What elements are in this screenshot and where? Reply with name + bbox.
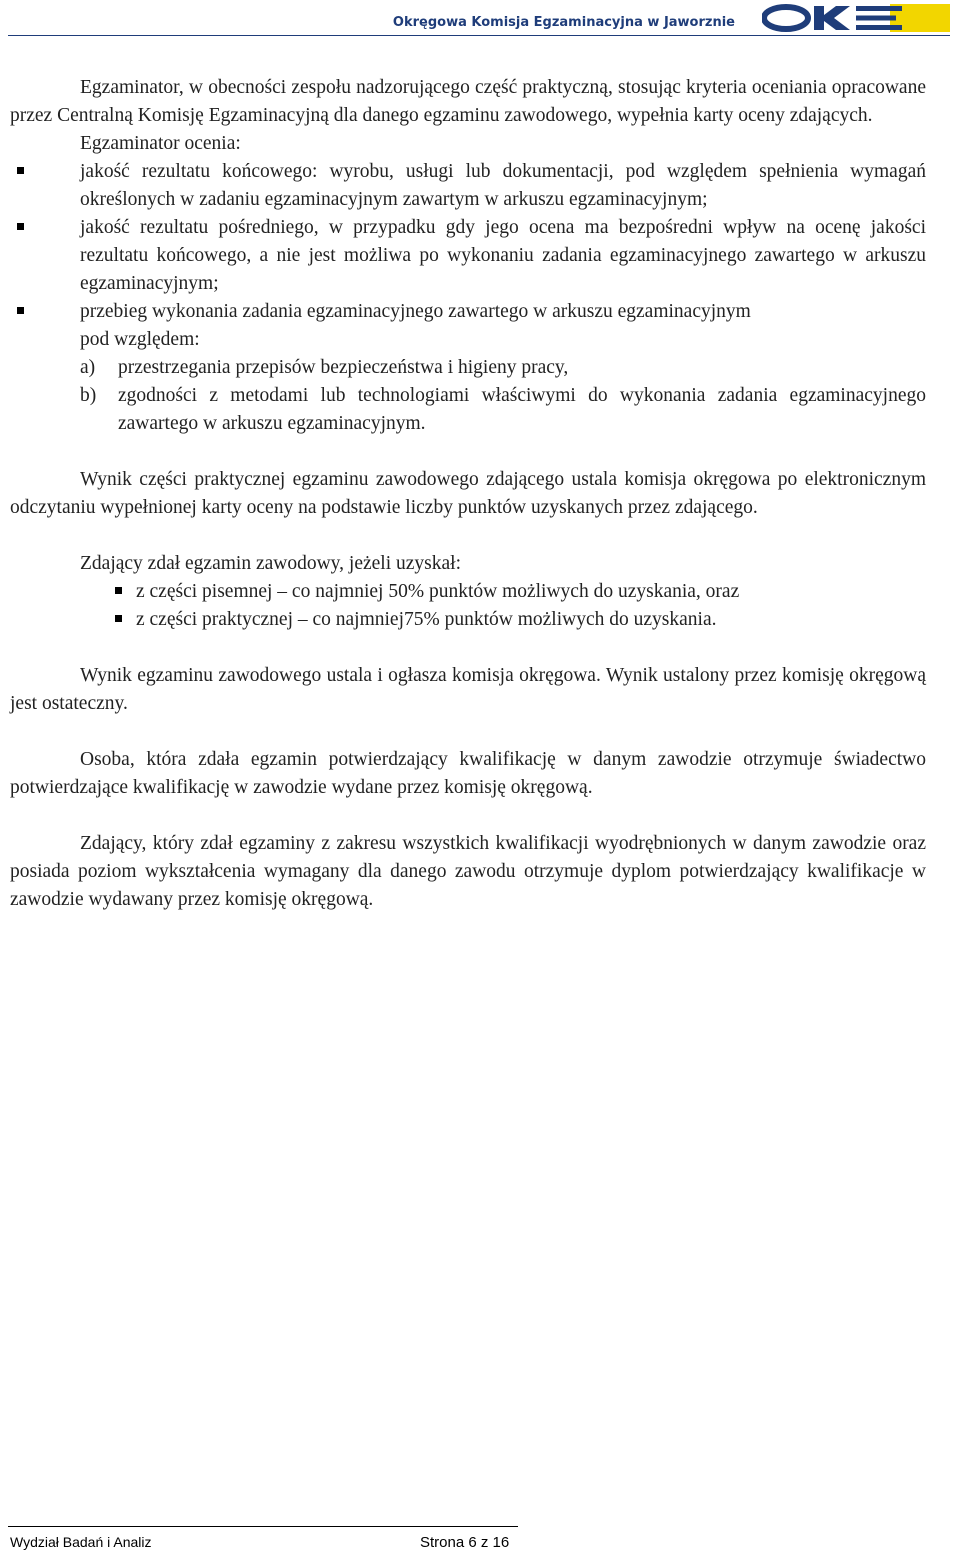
paragraph-examiner: Egzaminator, w obecności zespołu nadzorującego część praktyczną, stosując kryteria oceniania opracowane przez Centralną Komisję Egzaminacyjną dla danego egzaminu zawodowego, wypełnia karty oceny zdających. <box>10 77 926 126</box>
list-item: jakość rezultatu pośredniego, w przypadku gdy jego ocena ma bezpośredni wpływ na ocenę jakości rezultatu końcowego, a nie jest możliwa po wykonaniu zadania egzaminacyjnego zawartego w arkuszu egzaminacyjnym; <box>80 214 926 298</box>
list-item-tail: pod względem: <box>80 329 200 350</box>
list-item: a) przestrzegania przepisów bezpieczeństwa i higieny pracy, <box>118 354 926 382</box>
paragraph-practical-result: Wynik części praktycznej egzaminu zawodowego zdającego ustala komisja okręgowa po elektronicznym odczytaniu wypełnionej karty oceny na podstawie liczby punktów uzyskanych przez zdającego. <box>10 469 926 518</box>
pass-requirements-list <box>10 578 926 634</box>
list-item: b) zgodności z metodami lub technologiami właściwymi do wykonania zadania egzaminacyjnego zawartego w arkuszu egzaminacyjnym. <box>118 382 926 438</box>
list-item: jakość rezultatu końcowego: wyrobu, usługi lub dokumentacji, pod względem spełnienia wymagań określonych w zadaniu egzaminacyjnym zawartym w arkuszu egzaminacyjnym; <box>80 158 926 214</box>
footer-department: Wydział Badań i Analiz <box>10 1534 152 1550</box>
document-body <box>10 74 926 914</box>
list-item: z części praktycznej – co najmniej75% punktów możliwych do uzyskania. <box>136 606 926 634</box>
paragraph-certificate: Osoba, która zdała egzamin potwierdzający kwalifikację w danym zawodzie otrzymuje świadectwo potwierdzające kwalifikację w zawodzie wydane przez komisję okręgową. <box>10 749 926 798</box>
header-divider <box>8 35 950 36</box>
list-marker: b) <box>80 385 97 406</box>
oke-logo <box>762 4 950 32</box>
paragraph-pass-condition: Zdający zdał egzamin zawodowy, jeżeli uzyskał: <box>80 553 461 574</box>
paragraph-examiner-evaluates: Egzaminator ocenia: <box>80 133 241 154</box>
page-header <box>0 0 960 40</box>
header-title: Okręgowa Komisja Egzaminacyjna w Jaworznie <box>392 15 735 30</box>
paragraph-final-result: Wynik egzaminu zawodowego ustala i ogłasza komisja okręgowa. Wynik ustalony przez komisję okręgową jest ostateczny. <box>10 665 926 714</box>
list-item: z części pisemnej – co najmniej 50% punktów możliwych do uzyskania, oraz <box>136 578 926 606</box>
evaluation-criteria-list <box>10 158 926 354</box>
list-marker: a) <box>80 357 96 378</box>
footer-divider <box>8 1526 518 1527</box>
sub-criteria-list <box>10 354 926 438</box>
paragraph-diploma: Zdający, który zdał egzaminy z zakresu wszystkich kwalifikacji wyodrębnionych w danym zawodzie oraz posiada poziom wykształcenia wymagany dla danego zawodu otrzymuje dyplom potwierdzający kwalifikacje w zawodzie wydawany przez komisję okręgową. <box>10 833 926 910</box>
page-number: Strona 6 z 16 <box>420 1534 510 1551</box>
list-item: przebieg wykonania zadania egzaminacyjnego zawartego w arkuszu egzaminacyjnym pod względem: <box>80 298 926 354</box>
